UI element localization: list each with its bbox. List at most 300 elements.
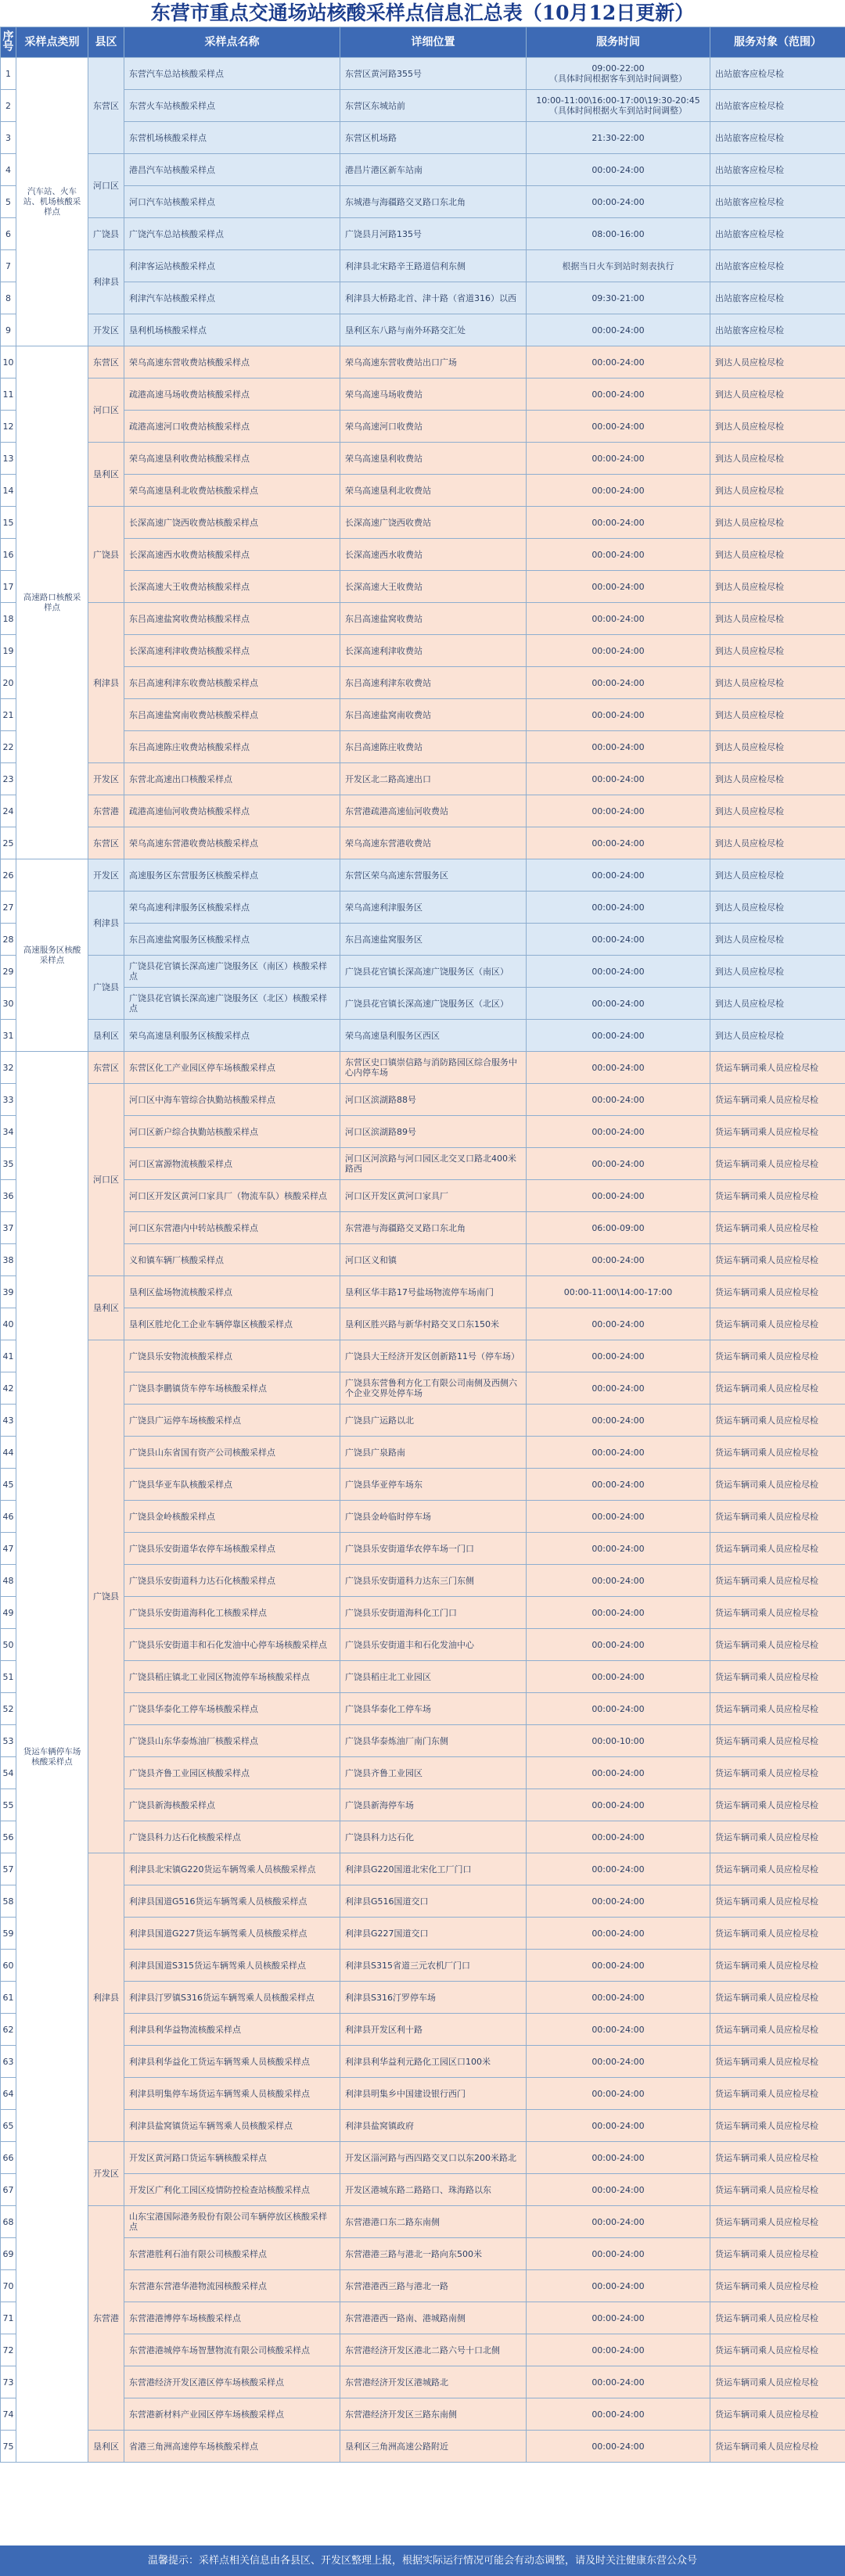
- service-hours: 00:00-24:00: [527, 603, 710, 635]
- site-name: 东营港胜利石油有限公司核酸采样点: [124, 2238, 340, 2270]
- table-row: [1, 1148, 845, 1180]
- service-target: 货运车辆司乘人员应检尽检: [710, 2431, 845, 2463]
- site-address: 河口区义和镇: [340, 1244, 527, 1276]
- table-row: [1, 1661, 845, 1693]
- service-target: 货运车辆司乘人员应检尽检: [710, 1853, 845, 1885]
- footer-notice: 温馨提示：采样点相关信息由各县区、开发区整理上报，根据实际运行情况可能会有动态调整，请及时关注健康东营公众号: [0, 2546, 845, 2576]
- service-hours: 00:00-24:00: [527, 2110, 710, 2142]
- site-address: 广饶县乐安街道海科化工门口: [340, 1597, 527, 1629]
- service-hours: 00:00-24:00: [527, 2206, 710, 2238]
- row-number: 3: [1, 122, 16, 154]
- site-name: 东营火车站核酸采样点: [124, 90, 340, 122]
- site-address: 垦利区胜兴路与新华村路交叉口东150米: [340, 1308, 527, 1340]
- table-row: [1, 2366, 845, 2398]
- service-target: 到达人员应检尽检: [710, 827, 845, 859]
- table-row: [1, 892, 845, 924]
- service-target: 出站旅客应检尽检: [710, 314, 845, 346]
- service-hours: 00:00-24:00: [527, 1244, 710, 1276]
- header-category: 采样点类别: [16, 27, 88, 58]
- row-number: 10: [1, 346, 16, 379]
- service-target: 出站旅客应检尽检: [710, 218, 845, 250]
- table-row: [1, 2431, 845, 2463]
- row-number: 67: [1, 2174, 16, 2206]
- table-row: [1, 827, 845, 859]
- row-number: 47: [1, 1533, 16, 1565]
- county-cell: 开发区: [88, 763, 124, 795]
- service-hours: 00:00-24:00: [527, 2398, 710, 2431]
- site-address: 港昌片港区新车站南: [340, 154, 527, 186]
- service-target: 货运车辆司乘人员应检尽检: [710, 2046, 845, 2078]
- row-number: 38: [1, 1244, 16, 1276]
- row-number: 44: [1, 1437, 16, 1469]
- site-address: 长深高速利津收费站: [340, 635, 527, 667]
- site-address: 广饶县大王经济开发区创新路11号（停车场）: [340, 1340, 527, 1372]
- service-hours: 00:00-24:00: [527, 1501, 710, 1533]
- site-name: 省港三角洲高速停车场核酸采样点: [124, 2431, 340, 2463]
- row-number: 58: [1, 1885, 16, 1918]
- service-hours: 00:00-24:00: [527, 1308, 710, 1340]
- row-number: 30: [1, 988, 16, 1020]
- site-address: 广饶县华亚停车场东: [340, 1469, 527, 1501]
- table-row: [1, 988, 845, 1020]
- table-row: [1, 731, 845, 763]
- table-row: [1, 603, 845, 635]
- service-target: 到达人员应检尽检: [710, 667, 845, 699]
- site-address: 广饶县乐安街道科力达东三门东侧: [340, 1565, 527, 1597]
- service-hours: 00:00-24:00: [527, 443, 710, 475]
- site-name: 长深高速利津收费站核酸采样点: [124, 635, 340, 667]
- service-target: 到达人员应检尽检: [710, 763, 845, 795]
- service-target: 到达人员应检尽检: [710, 507, 845, 539]
- service-hours: 00:00-24:00: [527, 1853, 710, 1885]
- service-hours: 00:00-24:00: [527, 1052, 710, 1084]
- service-target: 货运车辆司乘人员应检尽检: [710, 1244, 845, 1276]
- site-name: 广饶县山东华泰炼油厂核酸采样点: [124, 1725, 340, 1757]
- table-row: [1, 2142, 845, 2174]
- service-hours: 00:00-24:00: [527, 1885, 710, 1918]
- site-address: 利津县S315省道三元农机厂门口: [340, 1950, 527, 1982]
- site-name: 东吕高速利津东收费站核酸采样点: [124, 667, 340, 699]
- row-number: 52: [1, 1693, 16, 1725]
- site-address: 利津县北宋路辛王路道信利东侧: [340, 250, 527, 282]
- row-number: 72: [1, 2334, 16, 2366]
- table-row: [1, 1180, 845, 1212]
- county-cell: 东营区: [88, 1052, 124, 1084]
- site-address: 东营区史口镇崇信路与消防路园区综合服务中心内停车场: [340, 1052, 527, 1084]
- site-name: 广饶县乐安街道华农停车场核酸采样点: [124, 1533, 340, 1565]
- service-hours: 00:00-24:00: [527, 475, 710, 507]
- county-cell: 开发区: [88, 314, 124, 346]
- row-number: 1: [1, 58, 16, 90]
- county-cell: 开发区: [88, 859, 124, 892]
- row-number: 48: [1, 1565, 16, 1597]
- service-target: 到达人员应检尽检: [710, 956, 845, 988]
- county-cell: 广饶县: [88, 956, 124, 1020]
- site-name: 利津县明集停车场货运车辆驾乘人员核酸采样点: [124, 2078, 340, 2110]
- county-cell: 广饶县: [88, 507, 124, 603]
- header-seq: 序号: [1, 27, 16, 58]
- service-hours: 00:00-24:00: [527, 1661, 710, 1693]
- table-row: [1, 2014, 845, 2046]
- site-name: 广饶县华泰化工停车场核酸采样点: [124, 1693, 340, 1725]
- service-hours: 08:00-16:00: [527, 218, 710, 250]
- table-row: [1, 154, 845, 186]
- county-cell: 利津县: [88, 250, 124, 314]
- site-name: 河口区富源物流核酸采样点: [124, 1148, 340, 1180]
- service-target: 到达人员应检尽检: [710, 1020, 845, 1052]
- row-number: 59: [1, 1918, 16, 1950]
- header-target: 服务对象（范围）: [710, 27, 845, 58]
- service-hours: 00:00-24:00: [527, 154, 710, 186]
- service-hours: 00:00-24:00: [527, 186, 710, 218]
- site-name: 东营港东营港华港物流园核酸采样点: [124, 2270, 340, 2302]
- row-number: 13: [1, 443, 16, 475]
- table-row: [1, 507, 845, 539]
- service-hours: 00:00-24:00: [527, 667, 710, 699]
- service-hours: 00:00-24:00: [527, 1340, 710, 1372]
- service-hours: 00:00-10:00: [527, 1725, 710, 1757]
- row-number: 46: [1, 1501, 16, 1533]
- row-number: 41: [1, 1340, 16, 1372]
- county-cell: 东营区: [88, 58, 124, 154]
- table-row: [1, 1116, 845, 1148]
- site-name: 广饶县乐安街道丰和石化发油中心停车场核酸采样点: [124, 1629, 340, 1661]
- table-row: [1, 1693, 845, 1725]
- row-number: 7: [1, 250, 16, 282]
- site-address: 垦利区三角洲高速公路附近: [340, 2431, 527, 2463]
- site-name: 山东宝港国际港务股份有限公司车辆停放区核酸采样点: [124, 2206, 340, 2238]
- row-number: 64: [1, 2078, 16, 2110]
- row-number: 56: [1, 1821, 16, 1853]
- row-number: 29: [1, 956, 16, 988]
- category-cell: 高速服务区核酸采样点: [16, 859, 88, 1052]
- row-number: 62: [1, 2014, 16, 2046]
- service-hours: 00:00-11:00\14:00-17:00: [527, 1276, 710, 1308]
- site-name: 利津汽车站核酸采样点: [124, 282, 340, 314]
- county-cell: 东营区: [88, 346, 124, 379]
- site-name: 疏港高速河口收费站核酸采样点: [124, 411, 340, 443]
- row-number: 55: [1, 1789, 16, 1821]
- row-number: 24: [1, 795, 16, 827]
- table-row: [1, 122, 845, 154]
- site-name: 河口区新户综合执勤站核酸采样点: [124, 1116, 340, 1148]
- county-cell: 开发区: [88, 2142, 124, 2206]
- site-name: 东营港港城停车场智慧物流有限公司核酸采样点: [124, 2334, 340, 2366]
- table-row: [1, 1757, 845, 1789]
- service-target: 货运车辆司乘人员应检尽检: [710, 1725, 845, 1757]
- site-address: 开发区港城东路二路路口、珠海路以东: [340, 2174, 527, 2206]
- site-name: 荣乌高速垦利服务区核酸采样点: [124, 1020, 340, 1052]
- row-number: 69: [1, 2238, 16, 2270]
- table-row: [1, 1725, 845, 1757]
- service-target: 到达人员应检尽检: [710, 731, 845, 763]
- site-name: 荣乌高速垦利北收费站核酸采样点: [124, 475, 340, 507]
- service-target: 货运车辆司乘人员应检尽检: [710, 1533, 845, 1565]
- table-row: [1, 699, 845, 731]
- table-row: [1, 1918, 845, 1950]
- service-hours: 00:00-24:00: [527, 1469, 710, 1501]
- table-row: [1, 795, 845, 827]
- header-hours: 服务时间: [527, 27, 710, 58]
- row-number: 12: [1, 411, 16, 443]
- site-address: 河口区滨湖路89号: [340, 1116, 527, 1148]
- site-name: 东营港新材料产业园区停车场核酸采样点: [124, 2398, 340, 2431]
- site-name: 利津县北宋镇G220货运车辆驾乘人员核酸采样点: [124, 1853, 340, 1885]
- row-number: 49: [1, 1597, 16, 1629]
- site-name: 义和镇车辆厂核酸采样点: [124, 1244, 340, 1276]
- site-name: 广饶县乐安街道海科化工核酸采样点: [124, 1597, 340, 1629]
- row-number: 11: [1, 379, 16, 411]
- table-row: [1, 1052, 845, 1084]
- table-row: [1, 282, 845, 314]
- table-row: [1, 1244, 845, 1276]
- service-hours: 00:00-24:00: [527, 1020, 710, 1052]
- site-name: 东营区化工产业园区停车场核酸采样点: [124, 1052, 340, 1084]
- site-name: 疏港高速仙河收费站核酸采样点: [124, 795, 340, 827]
- site-name: 东营港港博停车场核酸采样点: [124, 2302, 340, 2334]
- service-hours: 根据当日火车到站时刻表执行: [527, 250, 710, 282]
- row-number: 32: [1, 1052, 16, 1084]
- table-row: [1, 2398, 845, 2431]
- county-cell: 垦利区: [88, 1276, 124, 1340]
- site-address: 广饶县广泉路南: [340, 1437, 527, 1469]
- site-address: 垦利区东八路与南外环路交汇处: [340, 314, 527, 346]
- site-address: 广饶县新海停车场: [340, 1789, 527, 1821]
- site-name: 利津县利华益物流核酸采样点: [124, 2014, 340, 2046]
- table-row: [1, 1212, 845, 1244]
- service-hours: 00:00-24:00: [527, 892, 710, 924]
- site-address: 东营区黄河路355号: [340, 58, 527, 90]
- site-address: 东营港与海疆路交叉路口东北角: [340, 1212, 527, 1244]
- row-number: 61: [1, 1982, 16, 2014]
- row-number: 37: [1, 1212, 16, 1244]
- county-cell: 河口区: [88, 379, 124, 443]
- row-number: 19: [1, 635, 16, 667]
- site-name: 广饶县新海核酸采样点: [124, 1789, 340, 1821]
- row-number: 6: [1, 218, 16, 250]
- site-name: 广饶县华亚车队核酸采样点: [124, 1469, 340, 1501]
- service-target: 到达人员应检尽检: [710, 539, 845, 571]
- service-hours: 09:30-21:00: [527, 282, 710, 314]
- service-target: 货运车辆司乘人员应检尽检: [710, 2270, 845, 2302]
- site-address: 广饶县花官镇长深高速广饶服务区（北区）: [340, 988, 527, 1020]
- site-name: 河口区开发区黄河口家具厂（物流车队）核酸采样点: [124, 1180, 340, 1212]
- site-address: 东营港疏港高速仙河收费站: [340, 795, 527, 827]
- service-target: 货运车辆司乘人员应检尽检: [710, 1885, 845, 1918]
- site-name: 广饶县广运停车场核酸采样点: [124, 1405, 340, 1437]
- table-row: [1, 1020, 845, 1052]
- table-row: [1, 1853, 845, 1885]
- row-number: 73: [1, 2366, 16, 2398]
- site-address: 荣乌高速利津服务区: [340, 892, 527, 924]
- service-target: 出站旅客应检尽检: [710, 154, 845, 186]
- site-address: 广饶县华泰炼油厂南门东侧: [340, 1725, 527, 1757]
- row-number: 53: [1, 1725, 16, 1757]
- site-address: 广饶县稻庄北工业园区: [340, 1661, 527, 1693]
- service-target: 到达人员应检尽检: [710, 795, 845, 827]
- row-number: 18: [1, 603, 16, 635]
- service-target: 货运车辆司乘人员应检尽检: [710, 1597, 845, 1629]
- table-row: [1, 2302, 845, 2334]
- service-target: 货运车辆司乘人员应检尽检: [710, 1629, 845, 1661]
- site-address: 广饶县齐鲁工业园区: [340, 1757, 527, 1789]
- row-number: 60: [1, 1950, 16, 1982]
- county-cell: 垦利区: [88, 2431, 124, 2463]
- site-name: 东吕高速盐窝南收费站核酸采样点: [124, 699, 340, 731]
- service-target: 出站旅客应检尽检: [710, 186, 845, 218]
- site-name: 广饶县山东省国有资产公司核酸采样点: [124, 1437, 340, 1469]
- table-row: [1, 924, 845, 956]
- row-number: 28: [1, 924, 16, 956]
- table-row: [1, 2270, 845, 2302]
- site-name: 东吕高速陈庄收费站核酸采样点: [124, 731, 340, 763]
- site-address: 荣乌高速东营港收费站: [340, 827, 527, 859]
- row-number: 45: [1, 1469, 16, 1501]
- table-row: [1, 956, 845, 988]
- site-address: 东营区东城站前: [340, 90, 527, 122]
- service-target: 货运车辆司乘人员应检尽检: [710, 2078, 845, 2110]
- site-name: 利津县国道G516货运车辆驾乘人员核酸采样点: [124, 1885, 340, 1918]
- table-row: [1, 411, 845, 443]
- service-hours: 06:00-09:00: [527, 1212, 710, 1244]
- service-target: 出站旅客应检尽检: [710, 122, 845, 154]
- table-row: [1, 1437, 845, 1469]
- site-address: 广饶县金岭临时停车场: [340, 1501, 527, 1533]
- service-target: 货运车辆司乘人员应检尽检: [710, 1469, 845, 1501]
- header-address: 详细位置: [340, 27, 527, 58]
- row-number: 54: [1, 1757, 16, 1789]
- row-number: 65: [1, 2110, 16, 2142]
- service-target: 到达人员应检尽检: [710, 988, 845, 1020]
- row-number: 40: [1, 1308, 16, 1340]
- table-row: [1, 2334, 845, 2366]
- service-target: 货运车辆司乘人员应检尽检: [710, 1661, 845, 1693]
- service-target: 出站旅客应检尽检: [710, 250, 845, 282]
- site-address: 广饶县乐安街道丰和石化发油中心: [340, 1629, 527, 1661]
- site-address: 东营区机场路: [340, 122, 527, 154]
- site-address: 利津县大桥路北首、津十路（省道316）以西: [340, 282, 527, 314]
- service-hours: 00:00-24:00: [527, 1405, 710, 1437]
- table-body: [1, 58, 845, 2463]
- row-number: 22: [1, 731, 16, 763]
- table-row: [1, 2206, 845, 2238]
- table-row: [1, 1084, 845, 1116]
- county-cell: 垦利区: [88, 443, 124, 507]
- site-name: 广饶县花官镇长深高速广饶服务区（南区）核酸采样点: [124, 956, 340, 988]
- site-address: 东营港经济开发区港北二路六号十口北侧: [340, 2334, 527, 2366]
- site-name: 荣乌高速东营收费站核酸采样点: [124, 346, 340, 379]
- site-name: 广饶县乐安物流核酸采样点: [124, 1340, 340, 1372]
- row-number: 9: [1, 314, 16, 346]
- row-number: 35: [1, 1148, 16, 1180]
- site-address: 利津县开发区利十路: [340, 2014, 527, 2046]
- table-row: [1, 1629, 845, 1661]
- table-row: [1, 1885, 845, 1918]
- service-hours: 00:00-24:00: [527, 763, 710, 795]
- table-row: [1, 1821, 845, 1853]
- county-cell: 河口区: [88, 1084, 124, 1276]
- row-number: 27: [1, 892, 16, 924]
- service-target: 货运车辆司乘人员应检尽检: [710, 2110, 845, 2142]
- table-row: [1, 2110, 845, 2142]
- table-row: [1, 475, 845, 507]
- site-address: 东吕高速盐窝收费站: [340, 603, 527, 635]
- row-number: 31: [1, 1020, 16, 1052]
- site-name: 东营港经济开发区港区停车场核酸采样点: [124, 2366, 340, 2398]
- site-address: 利津县G227国道交口: [340, 1918, 527, 1950]
- table-row: [1, 379, 845, 411]
- service-target: 到达人员应检尽检: [710, 603, 845, 635]
- site-address: 广饶县东营鲁利方化工有限公司南侧及西侧六个企业交界处停车场: [340, 1372, 527, 1405]
- service-target: 货运车辆司乘人员应检尽检: [710, 1405, 845, 1437]
- table-row: [1, 1982, 845, 2014]
- service-target: 货运车辆司乘人员应检尽检: [710, 1501, 845, 1533]
- service-target: 货运车辆司乘人员应检尽检: [710, 2302, 845, 2334]
- header-name: 采样点名称: [124, 27, 340, 58]
- row-number: 75: [1, 2431, 16, 2463]
- category-cell: 高速路口核酸采样点: [16, 346, 88, 859]
- county-cell: 广饶县: [88, 218, 124, 250]
- site-address: 东吕高速盐窝服务区: [340, 924, 527, 956]
- page-title: 东营市重点交通场站核酸采样点信息汇总表（10月12日更新）: [150, 2, 695, 24]
- row-number: 21: [1, 699, 16, 731]
- table-row: [1, 571, 845, 603]
- site-address: 东吕高速利津东收费站: [340, 667, 527, 699]
- service-hours: 00:00-24:00: [527, 1757, 710, 1789]
- service-target: 货运车辆司乘人员应检尽检: [710, 1052, 845, 1084]
- row-number: 36: [1, 1180, 16, 1212]
- table-row: [1, 539, 845, 571]
- site-address: 广饶县乐安街道华农停车场一门口: [340, 1533, 527, 1565]
- site-name: 垦利区胜坨化工企业车辆停靠区核酸采样点: [124, 1308, 340, 1340]
- county-cell: 利津县: [88, 1853, 124, 2142]
- row-number: 43: [1, 1405, 16, 1437]
- row-number: 20: [1, 667, 16, 699]
- site-address: 广饶县月河路135号: [340, 218, 527, 250]
- row-number: 15: [1, 507, 16, 539]
- row-number: 57: [1, 1853, 16, 1885]
- row-number: 17: [1, 571, 16, 603]
- service-target: 到达人员应检尽检: [710, 924, 845, 956]
- site-name: 开发区广利化工园区疫情防控检查站核酸采样点: [124, 2174, 340, 2206]
- table-row: [1, 1501, 845, 1533]
- service-hours: 00:00-24:00: [527, 1597, 710, 1629]
- county-cell: 河口区: [88, 154, 124, 218]
- county-cell: 广饶县: [88, 1340, 124, 1853]
- service-target: 货运车辆司乘人员应检尽检: [710, 1789, 845, 1821]
- table-row: [1, 1469, 845, 1501]
- site-name: 利津县汀罗镇S316货运车辆驾乘人员核酸采样点: [124, 1982, 340, 2014]
- site-name: 利津客运站核酸采样点: [124, 250, 340, 282]
- site-name: 垦利区盐场物流核酸采样点: [124, 1276, 340, 1308]
- site-address: 利津县S316汀罗停车场: [340, 1982, 527, 2014]
- table-row: [1, 2238, 845, 2270]
- site-name: 广饶县齐鲁工业园区核酸采样点: [124, 1757, 340, 1789]
- service-hours: 00:00-24:00: [527, 988, 710, 1020]
- service-hours: 00:00-24:00: [527, 1180, 710, 1212]
- row-number: 50: [1, 1629, 16, 1661]
- site-name: 广饶县稻庄镇北工业园区物流停车场核酸采样点: [124, 1661, 340, 1693]
- service-target: 货运车辆司乘人员应检尽检: [710, 1340, 845, 1372]
- service-hours: 00:00-24:00: [527, 346, 710, 379]
- table-row: [1, 859, 845, 892]
- site-name: 河口区东营港内中转站核酸采样点: [124, 1212, 340, 1244]
- service-hours: 00:00-24:00: [527, 1533, 710, 1565]
- site-name: 荣乌高速东营港收费站核酸采样点: [124, 827, 340, 859]
- site-name: 长深高速广饶西收费站核酸采样点: [124, 507, 340, 539]
- site-address: 长深高速大王收费站: [340, 571, 527, 603]
- row-number: 16: [1, 539, 16, 571]
